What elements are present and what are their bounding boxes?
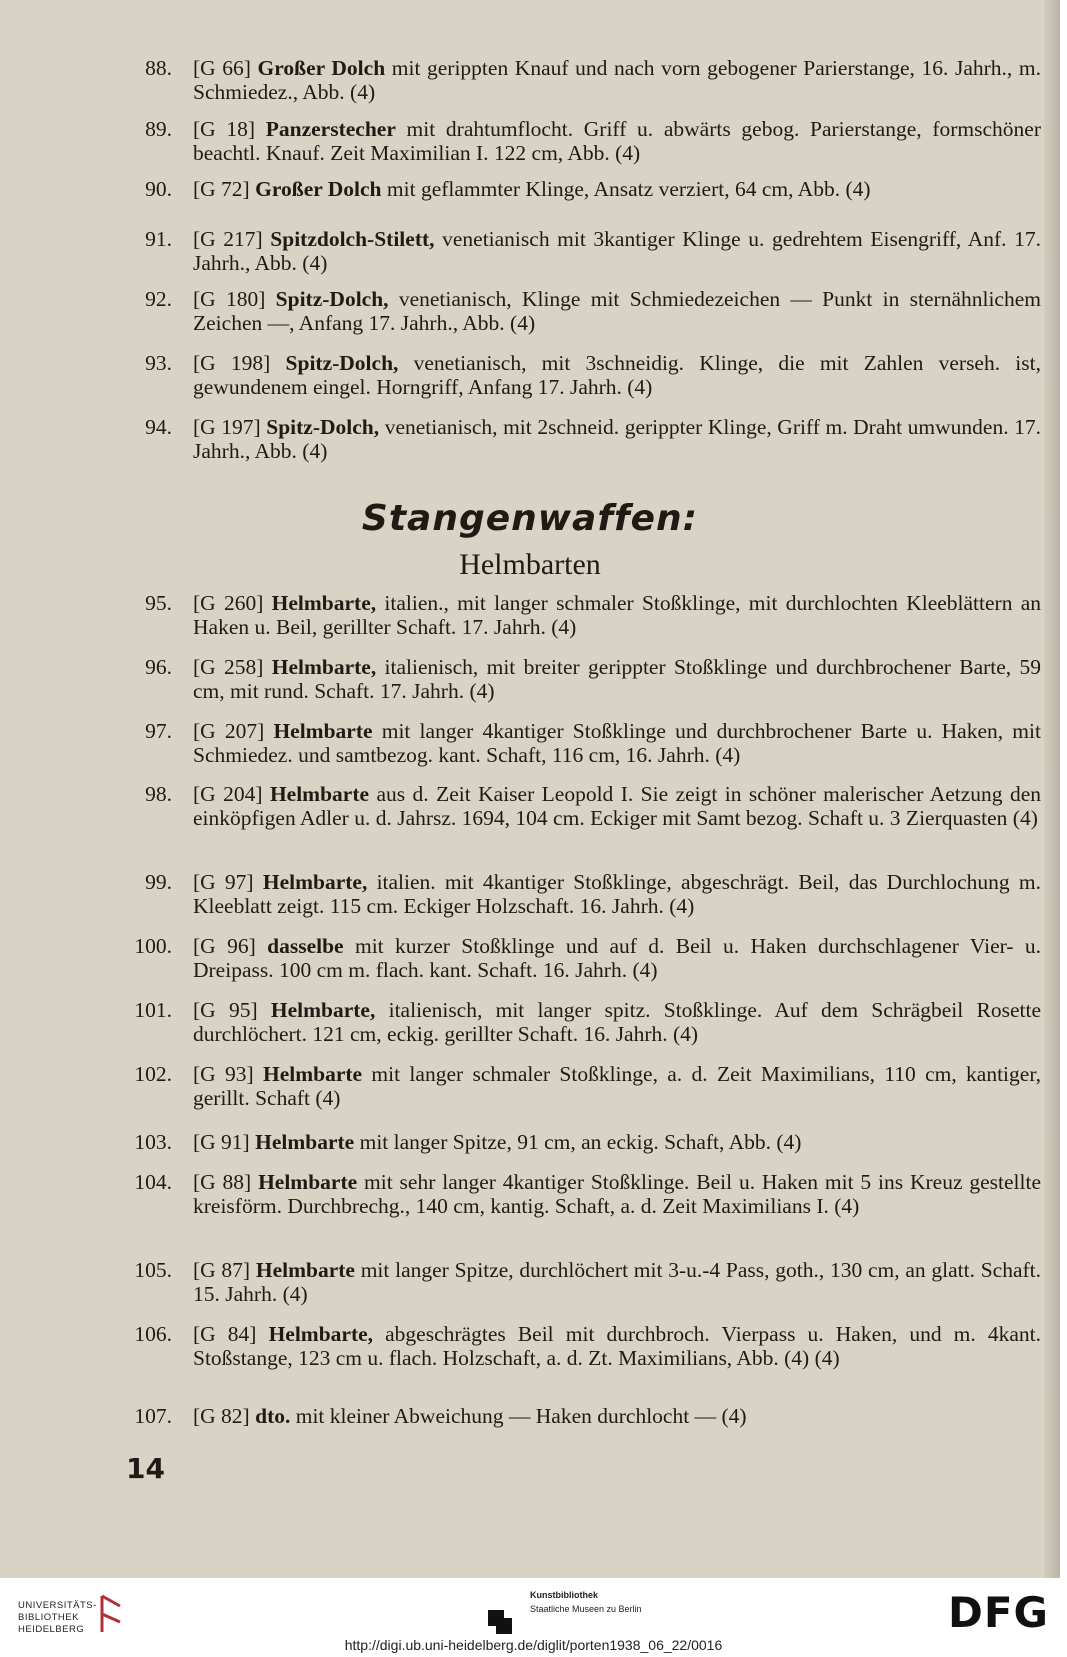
entry-ref: [G 258]: [193, 655, 264, 679]
entry-name: dasselbe: [267, 934, 344, 958]
entry-description: mit langer Spitze, durchlöchert mit 3-u.-4 Pass, goth., 130 cm, an glatt. Schaft. 15. Jahrh. (4): [193, 1258, 1041, 1306]
entry-text: [193, 592, 1041, 639]
entry-text: [193, 416, 1041, 463]
entry-number: 91.: [145, 227, 172, 251]
entry-text: [193, 1405, 1041, 1429]
entry-ref: [G 18]: [193, 117, 256, 141]
entry-name: Spitz-Dolch,: [266, 415, 380, 439]
entry-number: 107.: [134, 1404, 172, 1428]
section-title: Stangenwaffen:: [361, 498, 699, 539]
entry-ref: [G 207]: [193, 719, 265, 743]
entry-number: 97.: [145, 719, 172, 743]
entry-description: mit langer schmaler Stoßklinge, a. d. Zeit Maximilians, 110 cm, kantiger, gerillt. Schaft (4): [193, 1062, 1041, 1110]
entry-ref: [G 72]: [193, 177, 250, 201]
university-line: HEIDELBERG: [18, 1624, 85, 1635]
entry-text: [193, 999, 1041, 1046]
entry-name: Großer Dolch: [257, 56, 386, 80]
entry-ref: [G 87]: [193, 1258, 251, 1282]
entry-number: 106.: [134, 1322, 172, 1346]
entry-text: [193, 178, 1041, 202]
entry-ref: [G 217]: [193, 227, 263, 251]
entry-ref: [G 93]: [193, 1062, 254, 1086]
dfg-logo: DFG: [948, 1588, 1050, 1637]
viewer-footer: [0, 1578, 1067, 1657]
entry-description: venetianisch, mit 3schneidig. Klinge, die mit Zahlen verseh. ist, gewundenem eingel. Horngriff, Anfang 17. Jahrh. (4): [193, 351, 1041, 399]
entry-name: Spitzdolch-Stilett,: [270, 227, 435, 251]
entry-name: Helmbarte: [258, 1170, 358, 1194]
entry-description: abgeschrägtes Beil mit durchbroch. Vierpass u. Haken, und m. 4kant. Stoßstange, 123 cm u. flach. Holzschaft, a. d. Zt. Maximilians, Abb. (4) (4): [193, 1322, 1042, 1370]
section-subtitle: Helmbarten: [459, 548, 601, 581]
entry-number: 96.: [145, 655, 172, 679]
entry-description: mit gerippten Knauf und nach vorn gebogener Parierstange, 16. Jahrh., m. Schmiedez., Abb. (4): [193, 56, 1041, 104]
page-edge: [1044, 0, 1060, 1578]
entry-description: venetianisch, mit 2schneid. gerippter Klinge, Griff m. Draht umwunden. 17. Jahrh., Abb. (4): [193, 415, 1042, 463]
entry-ref: [G 197]: [193, 415, 261, 439]
entry-text: [193, 783, 1041, 830]
entry-name: Spitz-Dolch,: [285, 351, 399, 375]
entry-ref: [G 95]: [193, 998, 258, 1022]
entry-ref: [G 88]: [193, 1170, 252, 1194]
entry-ref: [G 180]: [193, 287, 266, 311]
entry-name: Helmbarte,: [262, 870, 368, 894]
entry-number: 95.: [145, 591, 172, 615]
entry-text: [193, 935, 1041, 982]
entry-text: [193, 656, 1041, 703]
entry-name: Helmbarte,: [271, 591, 377, 615]
entry-name: Helmbarte: [263, 1062, 363, 1086]
entry-number: 105.: [134, 1258, 172, 1282]
entry-text: [193, 118, 1041, 165]
university-library-label: [18, 1600, 97, 1636]
entry-name: Helmbarte: [269, 782, 370, 806]
entry-ref: [G 84]: [193, 1322, 257, 1346]
permalink-url[interactable]: http://digi.ub.uni-heidelberg.de/diglit/porten1938_06_22/0016: [344, 1637, 723, 1653]
entry-number: 90.: [145, 177, 172, 201]
entry-name: Helmbarte,: [268, 1322, 374, 1346]
entry-text: [193, 1171, 1041, 1218]
entry-description: italien. mit 4kantiger Stoßklinge, abgeschrägt. Beil, das Durchlochung m. Kleeblatt zeigt. 115 cm. Eckiger Holzschaft. 16. Jahrh. (4): [193, 870, 1042, 918]
entry-name: Helmbarte: [273, 719, 373, 743]
entry-text: [193, 352, 1041, 399]
entry-number: 101.: [134, 998, 172, 1022]
museen-name: Staatliche Museen zu Berlin: [530, 1604, 642, 1614]
university-line: UNIVERSITÄTS-: [18, 1600, 97, 1611]
entry-description: italien., mit langer schmaler Stoßklinge, mit durchlochten Kleeblättern an Haken u. Beil, gerillter Schaft. 17. Jahrh. (4): [193, 591, 1042, 639]
university-line: BIBLIOTHEK: [18, 1612, 79, 1623]
university-logo-icon: [96, 1592, 126, 1636]
entry-text: [193, 228, 1041, 275]
entry-text: [193, 57, 1041, 104]
entry-name: Spitz-Dolch,: [275, 287, 389, 311]
entry-description: mit kleiner Abweichung — Haken durchlocht — (4): [290, 1404, 747, 1428]
entry-number: 93.: [145, 351, 172, 375]
kunstbibliothek-name: Kunstbibliothek: [530, 1590, 598, 1600]
entry-description: venetianisch, Klinge mit Schmiedezeichen — Punkt in sternähnlichem Zeichen —, Anfang 17. Jahrh., Abb. (4): [193, 287, 1041, 335]
entry-name: Panzerstecher: [265, 117, 396, 141]
entry-text: [193, 1323, 1041, 1370]
entry-number: 88.: [145, 56, 172, 80]
entry-description: venetianisch mit 3kantiger Klinge u. gedrehtem Eisengriff, Anf. 17. Jahrh., Abb. (4): [193, 227, 1041, 275]
entry-ref: [G 96]: [193, 934, 256, 958]
entry-number: 99.: [145, 870, 172, 894]
entry-description: mit geflammter Klinge, Ansatz verziert, 64 cm, Abb. (4): [381, 177, 871, 201]
entry-text: [193, 720, 1041, 767]
entry-name: Helmbarte,: [270, 998, 376, 1022]
entry-description: mit kurzer Stoßklinge und auf d. Beil u. Haken durchschlagener Vier- u. Dreipass. 100 cm m. flach. kant. Schaft. 16. Jahrh. (4): [193, 934, 1042, 982]
entry-description: mit langer Spitze, 91 cm, an eckig. Schaft, Abb. (4): [354, 1130, 802, 1154]
entry-name: Großer Dolch: [255, 177, 382, 201]
entry-ref: [G 97]: [193, 870, 254, 894]
entry-text: [193, 1063, 1041, 1110]
entry-text: [193, 1131, 1041, 1155]
entry-name: Helmbarte: [255, 1130, 355, 1154]
entry-description: mit drahtumflocht. Griff u. abwärts gebog. Parierstange, formschöner beachtl. Knauf. Zeit Maximilian I. 122 cm, Abb. (4): [193, 117, 1041, 165]
kunstbibliothek-label: [530, 1588, 642, 1616]
entry-ref: [G 91]: [193, 1130, 250, 1154]
entry-ref: [G 260]: [193, 591, 264, 615]
entry-name: Helmbarte,: [271, 655, 377, 679]
page-number: 14: [126, 1452, 165, 1485]
entry-number: 94.: [145, 415, 172, 439]
entry-name: dto.: [255, 1404, 291, 1428]
entry-number: 104.: [134, 1170, 172, 1194]
entry-ref: [G 66]: [193, 56, 251, 80]
entry-number: 102.: [134, 1062, 172, 1086]
entry-description: italienisch, mit langer spitz. Stoßklinge. Auf dem Schrägbeil Rosette durchlöchert. 121 cm, eckig. gerillter Schaft. 16. Jahrh. (4): [193, 998, 1041, 1046]
entry-name: Helmbarte: [255, 1258, 355, 1282]
entry-number: 92.: [145, 287, 172, 311]
entry-ref: [G 204]: [193, 782, 263, 806]
entry-description: italienisch, mit breiter gerippter Stoßklinge und durchbrochener Barte, 59 cm, mit rund. Schaft. 17. Jahrh. (4): [193, 655, 1041, 703]
entry-ref: [G 198]: [193, 351, 271, 375]
entry-number: 89.: [145, 117, 172, 141]
entry-text: [193, 871, 1041, 918]
entry-description: aus d. Zeit Kaiser Leopold I. Sie zeigt in schöner malerischer Aetzung den einköpfigen Adler u. d. Jahrsz. 1694, 104 cm. Eckiger mit Samt bezog. Schaft u. 3 Zierquasten (4): [193, 782, 1041, 830]
entry-description: mit sehr langer 4kantiger Stoßklinge. Beil u. Haken mit 5 ins Kreuz gestellte kreisförm. Durchbrechg., 140 cm, kantig. Schaft, a. d. Zeit Maximilians I. (4): [193, 1170, 1041, 1218]
entry-ref: [G 82]: [193, 1404, 250, 1428]
entry-text: [193, 288, 1041, 335]
entry-number: 100.: [134, 934, 172, 958]
entry-number: 103.: [134, 1130, 172, 1154]
entry-description: mit langer 4kantiger Stoßklinge und durchbrochener Barte u. Haken, mit Schmiedez. und samtbezog. kant. Schaft, 116 cm, 16. Jahrh. (4): [193, 719, 1041, 767]
entry-number: 98.: [145, 782, 172, 806]
entry-text: [193, 1259, 1041, 1306]
